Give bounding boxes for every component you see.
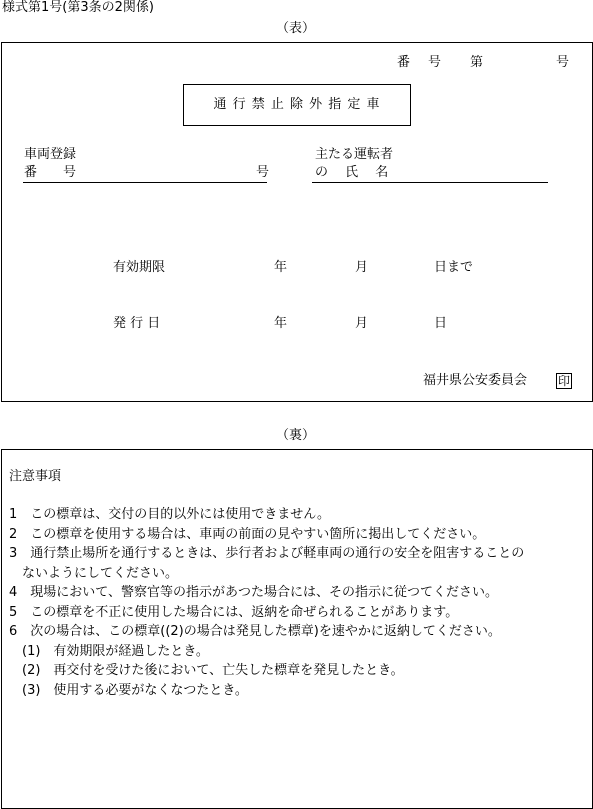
validity-label: 有効期限: [113, 260, 166, 275]
number-go-suffix: 号: [556, 55, 570, 70]
permit-title: 通 行 禁 止 除 外 指 定 車: [213, 97, 381, 112]
issue-month: 月: [355, 316, 369, 331]
validity-year: 年: [274, 260, 288, 275]
vehicle-reg-underline: [23, 182, 267, 183]
seal-box: 印: [557, 374, 570, 388]
notes-item: 4 現場において、警察官等の指示があつた場合には、その指示に従つてください。: [9, 585, 499, 600]
validity-day: 日まで: [434, 260, 474, 275]
front-heading: （表）: [276, 21, 316, 36]
notes-title: 注意事項: [9, 469, 62, 484]
notes-item: (3) 使用する必要がなくなつたとき。: [9, 682, 248, 698]
vehicle-reg-label-1: 車両登録: [24, 147, 77, 162]
issue-label: 発 行 日: [113, 316, 161, 331]
number-go: 号: [428, 55, 442, 70]
notes-item: 1 この標章は、交付の目的以外には使用できません。: [9, 507, 331, 522]
issuer-name: 福井県公安委員会: [423, 373, 528, 388]
notes-list: [9, 505, 524, 700]
vehicle-reg-label-2: 番 号: [24, 165, 77, 180]
issue-day: 日: [434, 316, 448, 331]
notes-item: 3 通行禁止場所を通行するときは、歩行者および軽車両の通行の安全を阻害することの: [9, 546, 525, 561]
driver-label-2: の 氏 名: [315, 165, 389, 180]
form-label: 様式第1号(第3条の2関係): [2, 0, 154, 15]
number-dai: 第: [470, 55, 484, 70]
issue-year: 年: [274, 316, 288, 331]
vehicle-reg-suffix: 号: [256, 165, 270, 180]
back-heading: （裏）: [276, 428, 316, 443]
notes-item: 2 この標章を使用する場合は、車両の前面の見やすい箇所に掲出してください。: [9, 526, 486, 542]
notes-item: 5 この標章を不正に使用した場合には、返納を命ぜられることがあります。: [9, 604, 459, 620]
notes-item: ないようにしてください。: [9, 565, 179, 581]
driver-label-1: 主たる運転者: [315, 147, 394, 162]
validity-month: 月: [355, 260, 369, 275]
driver-underline: [312, 182, 548, 183]
notes-item: (1) 有効期限が経過したとき。: [9, 643, 209, 659]
notes-item: (2) 再交付を受けた後において、亡失した標章を発見したとき。: [9, 663, 404, 678]
notes-item: 6 次の場合は、この標章((2)の場合は発見した標章)を速やかに返納してください。: [9, 624, 501, 639]
number-ban: 番: [397, 55, 411, 70]
